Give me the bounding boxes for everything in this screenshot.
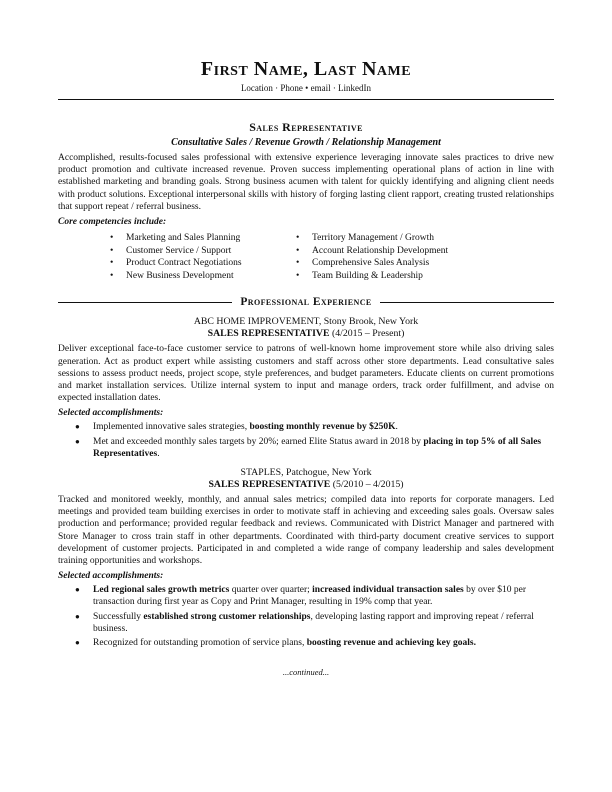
- accomplishment-item: ● Implemented innovative sales strategies, boosting monthly revenue by $250K.: [58, 421, 554, 433]
- accomplishment-item: ● Successfully established strong customer relationships, developing lasting rapport and improving repeat / referral business.: [58, 611, 554, 635]
- candidate-name: First Name, Last Name: [200, 58, 412, 80]
- experience-heading: [58, 295, 554, 309]
- accomplishments-list: [58, 421, 554, 460]
- accomplishments-list: [58, 584, 554, 649]
- accomplishment-item: ● Met and exceeded monthly sales targets by 20%; earned Elite Status award in 2018 by placing in top 5% of all Sales Representatives.: [58, 436, 554, 460]
- company-name: ABC HOME IMPROVEMENT, Stony Brook, New York: [193, 316, 419, 328]
- role-dates: (5/2010 – 4/2015): [332, 479, 404, 491]
- accomplishments-label: Selected accomplishments:: [58, 408, 164, 419]
- experience-heading-text: Professional Experience: [240, 296, 372, 309]
- competency-item: • Territory Management / Growth: [296, 232, 516, 245]
- role-dates: (4/2015 – Present): [331, 328, 405, 340]
- job-description: Tracked and monitored weekly, monthly, and annual sales metrics; compiled data into reports for corporate managers. Led meetings and provided team building exercises in order to motivate staff in achieving and exceeding sales goals. Oversaw sales production and performance; provided regular feedback and reviews. Communicated with District Manager and partnered with Store Manager to cross train staff in other departments. Coordinated with third-party document creative services to support development of customer projects. Participated in and completed a wide range of company leadership and sales development training opportunities and workshops.: [58, 495, 554, 567]
- heading-rule-left: [58, 302, 232, 303]
- summary-paragraph: Accomplished, results-focused sales professional with extensive experience leveraging innovate sales practices to drive new product promotion and cultivate increased revenue. Proven success implementing operational plans of action in line with established marketing and branding goals. Strong business acumen with talent for quickly identifying and aligning client needs with product solutions. Exceptional interpersonal skills with history of forging lasting client rapport, creating trusted relationships that support repeat / referral business.: [58, 153, 554, 212]
- competency-item: • Customer Service / Support: [110, 245, 296, 258]
- competency-item: • Marketing and Sales Planning: [110, 232, 296, 245]
- role-title: SALES REPRESENTATIVE: [208, 479, 331, 491]
- competencies-list: [110, 232, 554, 282]
- competency-item: • Product Contract Negotiations: [110, 257, 296, 270]
- job-title: Sales Representative: [249, 120, 363, 134]
- accomplishments-label: Selected accomplishments:: [58, 571, 164, 582]
- continued-note: ...continued...: [282, 667, 330, 678]
- competency-item: • Account Relationship Development: [296, 245, 516, 258]
- accomplishment-item: ● Led regional sales growth metrics quarter over quarter; increased individual transaction sales by over $10 per transaction during first year as Copy and Print Manager, resulting in 19% comp that year.: [58, 584, 554, 608]
- competency-item: • Comprehensive Sales Analysis: [296, 257, 516, 270]
- competency-item: • Team Building & Leadership: [296, 270, 516, 283]
- job-subtitle: Consultative Sales / Revenue Growth / Relationship Management: [171, 137, 441, 148]
- heading-rule-right: [380, 302, 554, 303]
- competencies-label: Core competencies include:: [58, 217, 167, 228]
- role-line: [58, 479, 554, 491]
- accomplishment-item: ● Recognized for outstanding promotion of service plans, boosting revenue and achieving key goals.: [58, 637, 554, 649]
- role-title: SALES REPRESENTATIVE: [207, 328, 330, 340]
- contact-line: Location · Phone • email · LinkedIn: [240, 83, 372, 93]
- company-name: STAPLES, Patchogue, New York: [240, 467, 372, 479]
- header-divider: [58, 99, 554, 100]
- role-line: [58, 328, 554, 340]
- competency-item: • New Business Development: [110, 270, 296, 283]
- job-description: Deliver exceptional face-to-face customer service to patrons of well-known home improvement store while also driving sales generation. Act as product expert while assisting customers and staff across other store departments. Lead consultative sales sessions to assess product needs, project scope, style preferences, and budget parameters. Educate clients on current promotions and market installation services. Utilize internal system to input and manage orders, track order fulfillment, and advise on expected installation dates.: [58, 344, 554, 404]
